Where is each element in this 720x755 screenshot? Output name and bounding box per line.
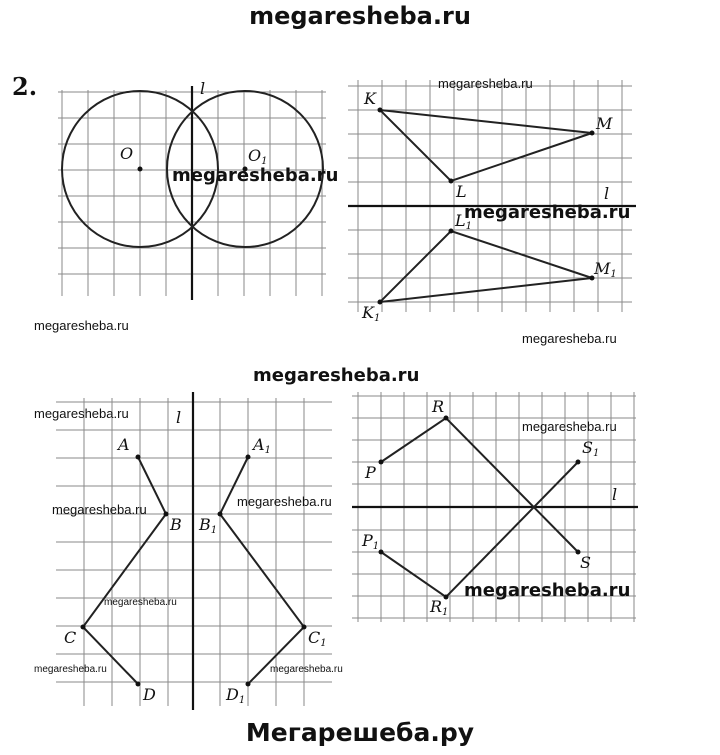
point-c1 bbox=[302, 625, 307, 630]
task-number: 2. bbox=[12, 72, 38, 101]
watermark: megaresheba.ru bbox=[52, 502, 147, 517]
label-o: O bbox=[120, 144, 134, 163]
label-p: P bbox=[365, 463, 376, 482]
point-d1 bbox=[246, 682, 251, 687]
watermark: megaresheba.ru bbox=[34, 318, 129, 333]
label-c1: C1 bbox=[308, 628, 327, 649]
point-a1 bbox=[246, 455, 251, 460]
point-c bbox=[81, 625, 86, 630]
point-l1 bbox=[449, 229, 454, 234]
watermark: megaresheba.ru bbox=[270, 664, 343, 675]
label-s1: S1 bbox=[582, 438, 600, 459]
watermark: megaresheba.ru bbox=[464, 202, 631, 223]
watermark: megaresheba.ru bbox=[172, 165, 339, 186]
label-o1: O1 bbox=[248, 146, 268, 167]
panel-circles bbox=[34, 79, 338, 333]
watermark: megaresheba.ru bbox=[104, 597, 177, 608]
watermark: megaresheba.ru bbox=[522, 419, 617, 434]
label-d: D bbox=[143, 685, 156, 704]
label-k: K bbox=[364, 89, 376, 108]
panel-triangles bbox=[348, 76, 636, 346]
point-l bbox=[449, 179, 454, 184]
label-r: R bbox=[432, 397, 445, 416]
point-r1 bbox=[444, 595, 449, 600]
label-b1: B1 bbox=[199, 515, 218, 536]
label-c: C bbox=[64, 628, 77, 647]
label-axis-l: l bbox=[612, 485, 618, 504]
point-p1 bbox=[379, 550, 384, 555]
label-l1: L1 bbox=[455, 211, 472, 232]
point-s1 bbox=[576, 460, 581, 465]
point-p bbox=[379, 460, 384, 465]
point-a bbox=[136, 455, 141, 460]
point-d bbox=[136, 682, 141, 687]
watermark: megaresheba.ru bbox=[438, 76, 533, 91]
label-m: M bbox=[596, 114, 613, 133]
point-b bbox=[164, 512, 169, 517]
watermark: megaresheba.ru bbox=[237, 494, 332, 509]
point-b1 bbox=[218, 512, 223, 517]
watermark: megaresheba.ru bbox=[34, 406, 129, 421]
label-r1: R1 bbox=[430, 597, 449, 618]
label-b: B bbox=[170, 515, 182, 534]
panel-polyline bbox=[34, 392, 343, 710]
point-k1 bbox=[378, 300, 383, 305]
point-r bbox=[444, 416, 449, 421]
label-axis-l: l bbox=[176, 408, 182, 427]
watermark: megaresheba.ru bbox=[253, 365, 420, 386]
panel-quad bbox=[352, 392, 638, 622]
point-o bbox=[138, 167, 143, 172]
label-k1: K1 bbox=[362, 303, 381, 324]
point-m bbox=[590, 131, 595, 136]
label-axis-l: l bbox=[200, 79, 206, 98]
label-p1: P1 bbox=[362, 531, 380, 552]
watermark: megaresheba.ru bbox=[522, 331, 617, 346]
label-axis-l: l bbox=[604, 184, 610, 203]
label-l: L bbox=[456, 182, 467, 201]
label-a: A bbox=[118, 435, 130, 454]
site-title: megaresheba.ru bbox=[249, 2, 471, 30]
point-k bbox=[378, 108, 383, 113]
footer-title: Мегарешеба.ру bbox=[245, 718, 475, 747]
label-d1: D1 bbox=[226, 685, 246, 706]
triangle-k1l1m1 bbox=[380, 231, 592, 302]
watermark: megaresheba.ru bbox=[464, 580, 631, 601]
label-s: S bbox=[580, 553, 591, 572]
label-m1: M1 bbox=[594, 259, 617, 280]
watermark: megaresheba.ru bbox=[34, 664, 107, 675]
label-a1: A1 bbox=[253, 435, 271, 456]
polyline-prs bbox=[381, 418, 578, 552]
triangle-klm bbox=[380, 110, 592, 181]
